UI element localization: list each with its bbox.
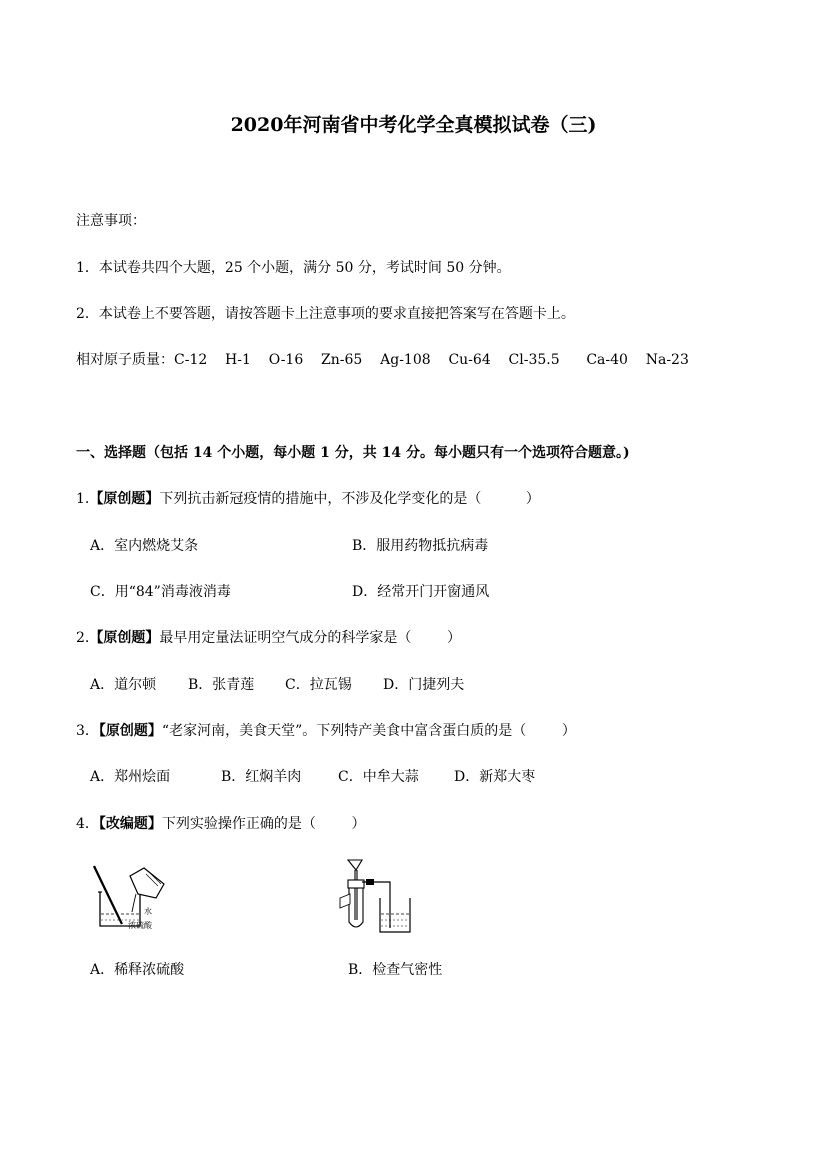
q2-option-c[interactable]: C．拉瓦锡 xyxy=(285,677,352,693)
question-stem: 下列实验操作正确的是（ ） xyxy=(161,816,366,832)
notice-item-1: 1．本试卷共四个大题，25 个小题，满分 50 分，考试时间 50 分钟。 xyxy=(76,260,511,276)
q3-option-b[interactable]: B．红焖羊肉 xyxy=(221,769,302,785)
q4-option-b[interactable]: B．检查气密性 xyxy=(348,962,443,978)
question-stem: “老家河南，美食天堂”。下列特产美食中富含蛋白质的是（ ） xyxy=(161,723,576,739)
q1-option-a[interactable]: A．室内燃烧艾条 xyxy=(90,538,199,554)
question-3 xyxy=(76,722,576,740)
airtightness-apparatus-illustration xyxy=(334,858,424,936)
question-tag: 【原创题】 xyxy=(89,630,160,646)
q2-option-d[interactable]: D．门捷列夫 xyxy=(383,677,465,693)
atomic-mass-line: 相对原子质量：C-12 H-1 O-16 Zn-65 Ag-108 Cu-64 Cl-35.5 Ca-40 Na-23 xyxy=(76,352,689,368)
question-stem: 下列抗击新冠疫情的措施中，不涉及化学变化的是（ ） xyxy=(159,491,540,507)
figure-label-acid: 浓硫酸 xyxy=(128,921,152,930)
q1-option-d[interactable]: D．经常开门开窗通风 xyxy=(352,584,490,600)
figure-label-water: 水 xyxy=(144,907,152,916)
notice-heading: 注意事项： xyxy=(76,213,146,229)
figure-dilute-acid xyxy=(88,862,178,934)
question-tag: 【原创题】 xyxy=(98,723,162,739)
question-tag: 【原创题】 xyxy=(89,491,160,507)
q1-option-b[interactable]: B．服用药物抵抗病毒 xyxy=(352,538,489,554)
figure-airtightness xyxy=(334,858,424,936)
q4-option-a[interactable]: A．稀释浓硫酸 xyxy=(90,962,185,978)
question-2 xyxy=(76,629,461,647)
q2-option-b[interactable]: B．张青莲 xyxy=(188,677,255,693)
notice-item-2: 2．本试卷上不要答题，请按答题卡上注意事项的要求直接把答案写在答题卡上。 xyxy=(76,306,575,322)
section-heading: 一、选择题（包括 14 个小题，每小题 1 分，共 14 分。每小题只有一个选项符合题意。) xyxy=(76,445,630,461)
q1-option-c[interactable]: C．用“84”消毒液消毒 xyxy=(90,584,231,600)
question-tag: 【改编题】 xyxy=(98,816,162,832)
question-4 xyxy=(76,815,366,833)
question-number: 1. xyxy=(76,491,90,507)
question-1 xyxy=(76,490,540,508)
question-number: 4． xyxy=(76,816,99,832)
question-stem: 最早用定量法证明空气成分的科学家是（ ） xyxy=(159,630,461,646)
q3-option-a[interactable]: A．郑州烩面 xyxy=(90,769,171,785)
q2-option-a[interactable]: A．道尔顿 xyxy=(90,677,157,693)
question-number: 3． xyxy=(76,723,99,739)
q3-option-d[interactable]: D．新郑大枣 xyxy=(454,769,536,785)
page-title: 2020年河南省中考化学全真模拟试卷（三) xyxy=(230,114,597,136)
question-number: 2. xyxy=(76,630,90,646)
q3-option-c[interactable]: C．中牟大蒜 xyxy=(338,769,419,785)
